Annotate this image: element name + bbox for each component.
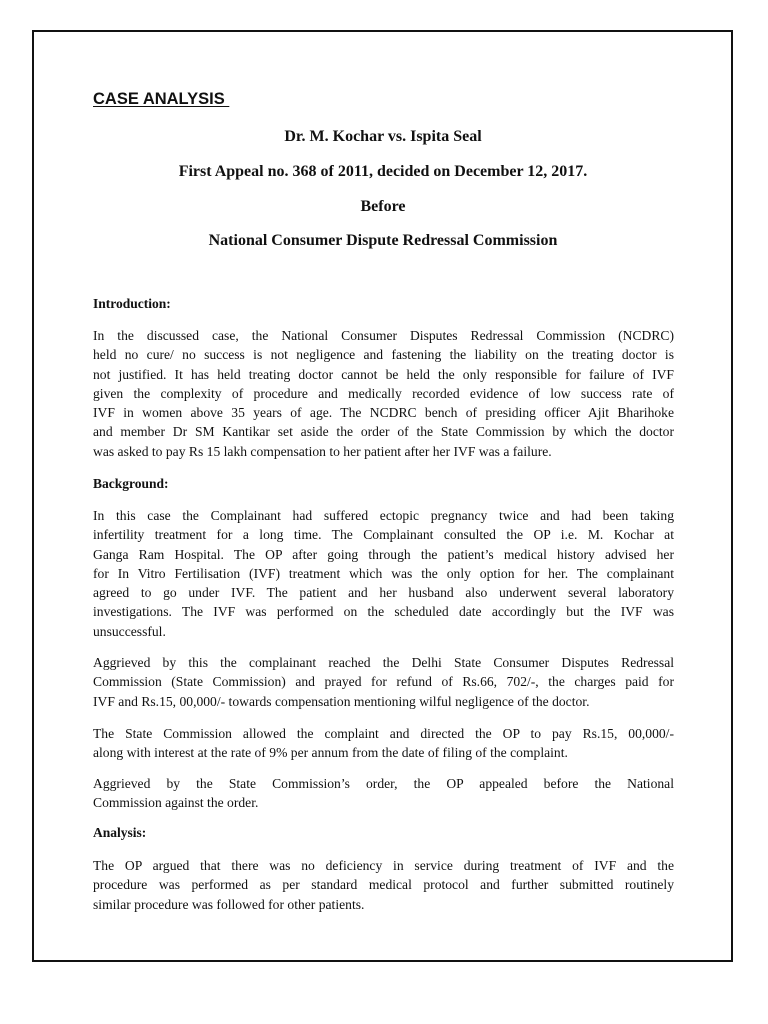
text-line: IVF and Rs.15, 00,000/- towards compensation mentioning wilful negligence of the doctor. (93, 693, 590, 709)
text-line: held no cure/ no success is not negligence and fastening the liability on the treating doctor is (93, 347, 674, 363)
background-paragraph-2 (93, 653, 674, 711)
analysis-title: Analysis: (93, 825, 147, 840)
document-heading: CASE ANALYSIS (93, 90, 230, 108)
text-line: procedure was performed as per standard medical protocol and further submitted routinely (93, 877, 674, 893)
background-paragraph-3 (93, 724, 674, 763)
background-paragraph-4 (93, 774, 674, 813)
background-paragraph-1 (93, 506, 674, 641)
text-line: The OP argued that there was no deficiency in service during treatment of IVF and the (93, 858, 674, 873)
text-line: and member Dr SM Kantikar set aside the order of the State Commission by which the doctor (93, 424, 674, 440)
text-line: given the complexity of procedure and medically recorded evidence of low success rate of (93, 385, 674, 401)
text-line: infertility treatment for a long time. The Complainant consulted the OP i.e. M. Kochar at (93, 527, 674, 543)
before-label: Before (360, 198, 406, 215)
text-line: for In Vitro Fertilisation (IVF) treatment which was the only option for her. The complainant (93, 565, 674, 581)
text-line: IVF in women above 35 years of age. The NCDRC bench of presiding officer Ajit Bharihoke (93, 405, 674, 421)
text-line: Commission (State Commission) and prayed for refund of Rs.66, 702/-, the charges paid for (93, 674, 674, 690)
case-title: Dr. M. Kochar vs. Ispita Seal (284, 128, 482, 145)
text-line: along with interest at the rate of 9% per annum from the date of filing of the complaint. (93, 745, 568, 761)
commission-name: National Consumer Dispute Redressal Commission (208, 232, 558, 249)
text-line: unsuccessful. (93, 623, 166, 639)
text-line: Aggrieved by the State Commission’s order, the OP appealed before the National (93, 776, 674, 791)
text-line: was asked to pay Rs 15 lakh compensation to her patient after her IVF was a failure. (93, 443, 552, 459)
introduction-title: Introduction: (93, 296, 171, 311)
text-line: not justified. It has held treating doctor cannot be held the only responsible for failure of IVF (93, 366, 674, 382)
text-line: Ganga Ram Hospital. The OP after going through the patient’s medical history advised her (93, 546, 674, 562)
text-line: Commission against the order. (93, 795, 259, 811)
text-line: agreed to go under IVF. The patient and her husband also underwent several laboratory (93, 585, 674, 601)
text-line: Aggrieved by this the complainant reached the Delhi State Consumer Disputes Redressal (93, 655, 674, 670)
text-line: similar procedure was followed for other patients. (93, 896, 365, 912)
introduction-paragraph (93, 326, 674, 461)
analysis-paragraph (93, 856, 674, 914)
text-line: investigations. The IVF was performed on the scheduled date accordingly but the IVF was (93, 604, 674, 620)
text-line: In this case the Complainant had suffered ectopic pregnancy twice and had been taking (93, 508, 674, 523)
text-line: The State Commission allowed the complaint and directed the OP to pay Rs.15, 00,000/- (93, 726, 674, 741)
background-title: Background: (93, 476, 169, 491)
text-line: In the discussed case, the National Consumer Disputes Redressal Commission (NCDRC) (93, 328, 674, 343)
appeal-line: First Appeal no. 368 of 2011, decided on December 12, 2017. (178, 163, 588, 180)
